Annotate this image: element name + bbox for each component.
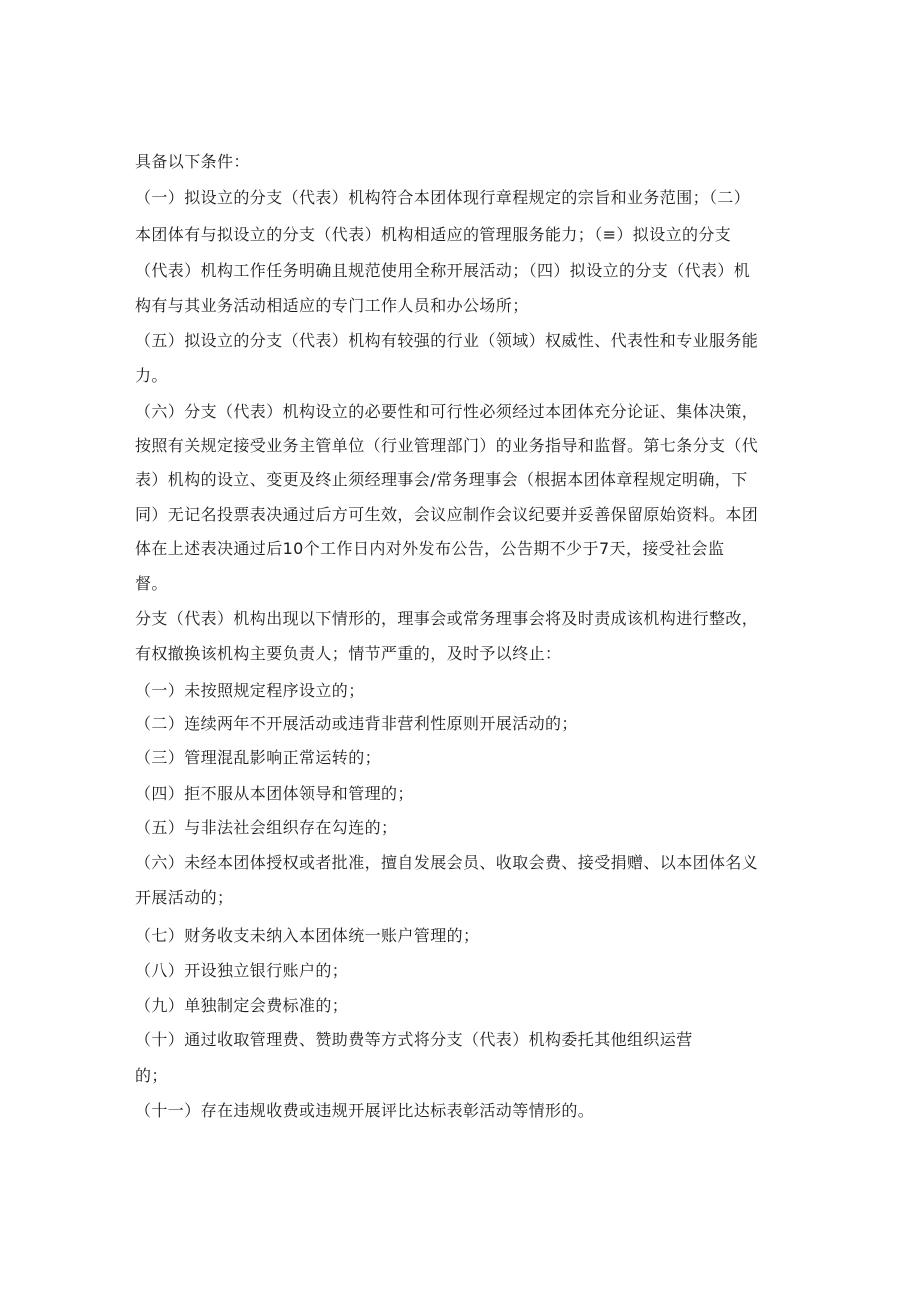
list-item: （二）连续两年不开展活动或违背非营利性原则开展活动的； bbox=[135, 714, 578, 733]
list-item: （九）单独制定会费标准的； bbox=[135, 996, 349, 1015]
list-item: （十一）存在违规收费或违规开展评比达标表彰活动等情形的。 bbox=[135, 1101, 595, 1120]
list-item: （五）与非法社会组织存在勾连的； bbox=[135, 818, 398, 837]
text-line: 表）机构的设立、变更及终止须经理事会/常务理事会（根据本团体章程规定明确，下 bbox=[135, 470, 748, 489]
text-line: 有权撤换该机构主要负责人；情节严重的，及时予以终止： bbox=[135, 644, 562, 663]
list-item: （三）管理混乱影响正常运转的； bbox=[135, 748, 382, 767]
text-line: 分支（代表）机构出现以下情形的，理事会或常务理事会将及时责成该机构进行整改， bbox=[135, 609, 759, 628]
list-item: （六）未经本团体授权或者批准，擅自发展会员、收取会费、接受捐赠、以本团体名义 bbox=[135, 853, 759, 872]
text-line: 体在上述表决通过后10个工作日内对外发布公告，公告期不少于7天，接受社会监 bbox=[135, 539, 725, 558]
text-line: 督。 bbox=[135, 574, 168, 593]
list-item: （十）通过收取管理费、赞助费等方式将分支（代表）机构委托其他组织运营 bbox=[135, 1030, 693, 1049]
list-item: （一）未按照规定程序设立的； bbox=[135, 681, 365, 700]
text-line: 本团体有与拟设立的分支（代表）机构相适应的管理服务能力；（≡）拟设立的分支 bbox=[135, 225, 732, 244]
text-line: （五）拟设立的分支（代表）机构有较强的行业（领域）权威性、代表性和专业服务能 bbox=[135, 331, 759, 350]
text-line: （一）拟设立的分支（代表）机构符合本团体现行章程规定的宗旨和业务范围；（二） bbox=[135, 188, 751, 207]
text-line: （六）分支（代表）机构设立的必要性和可行性必须经过本团体充分论证、集体决策， bbox=[135, 402, 759, 421]
text-line: 按照有关规定接受业务主管单位（行业管理部门）的业务指导和监督。第七条分支（代 bbox=[135, 436, 759, 455]
text-line: 力。 bbox=[135, 366, 168, 385]
text-line: 同）无记名投票表决通过后方可生效，会议应制作会议纪要并妥善保留原始资料。本团 bbox=[135, 505, 759, 524]
list-item: 的； bbox=[135, 1066, 168, 1085]
text-line: 构有与其业务活动相适应的专门工作人员和办公场所； bbox=[135, 296, 529, 315]
text-line: 具备以下条件： bbox=[135, 152, 250, 171]
list-item: （四）拒不服从本团体领导和管理的； bbox=[135, 784, 414, 803]
list-item: 开展活动的； bbox=[135, 888, 234, 907]
text-line: （代表）机构工作任务明确且规范使用全称开展活动；（四）拟设立的分支（代表）机 bbox=[135, 261, 751, 280]
list-item: （八）开设独立银行账户的； bbox=[135, 961, 349, 980]
list-item: （七）财务收支未纳入本团体统一账户管理的； bbox=[135, 926, 480, 945]
